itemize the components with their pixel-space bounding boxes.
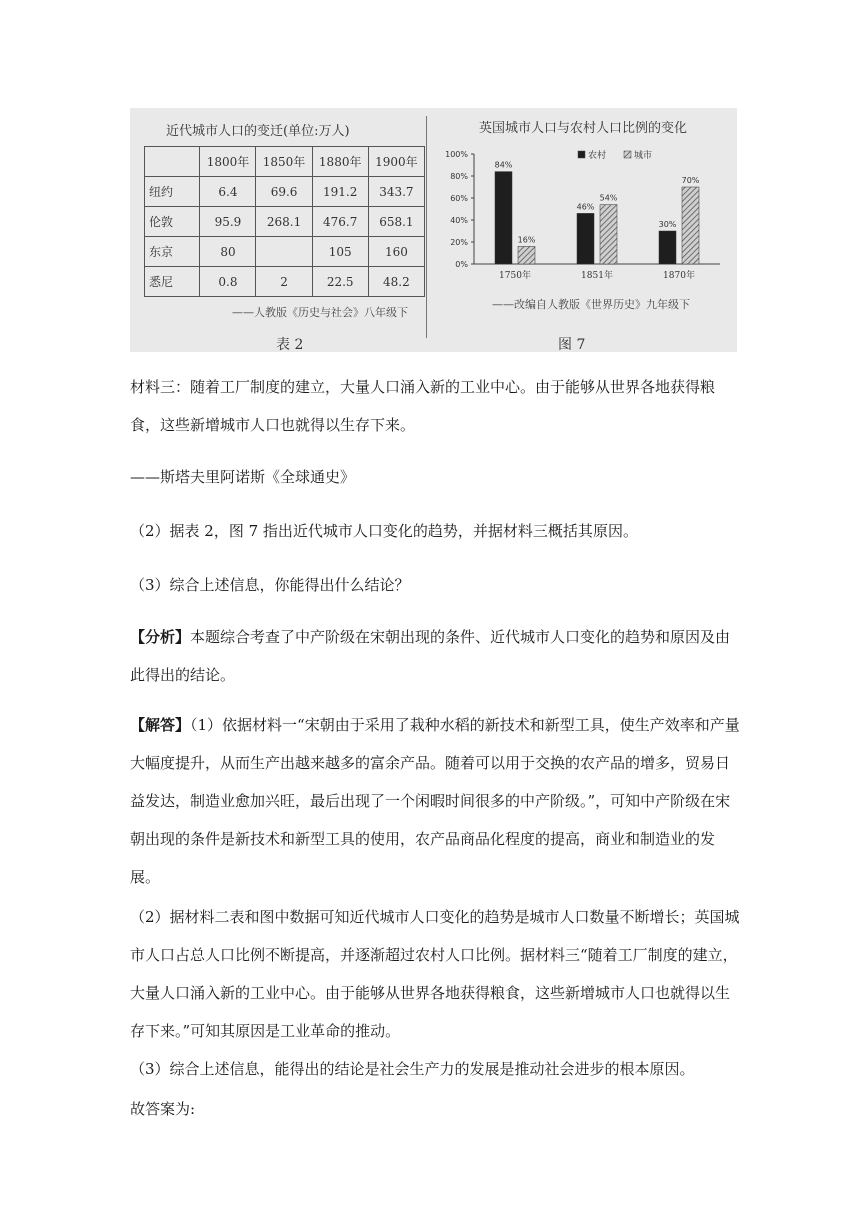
table-header-cell: 1900年 xyxy=(368,147,424,177)
analysis-paragraph xyxy=(130,618,740,694)
table-header-cell: 1880年 xyxy=(312,147,368,177)
table-row xyxy=(145,177,425,207)
bar xyxy=(659,231,676,264)
table-cell xyxy=(256,237,312,267)
material-3-paragraph: 材料三：随着工厂制度的建立，大量人口涌入新的工业中心。由于能够从世界各地获得粮食，这些新增城市人口也就得以生存下来。 xyxy=(130,378,716,434)
analysis-text: 本题综合考查了中产阶级在宋朝出现的条件、近代城市人口变化的趋势和原因及由此得出的结论。 xyxy=(130,628,731,684)
row-header-cell: 悉尼 xyxy=(145,267,200,297)
legend-swatch xyxy=(624,151,631,158)
table-source: ——人教版《历史与社会》八年级下 xyxy=(232,306,408,319)
table-cell: 658.1 xyxy=(368,207,424,237)
question-3: （3）综合上述信息，你能得出什么结论？ xyxy=(130,576,410,594)
answer-tag: 【解答】 xyxy=(130,716,191,734)
table-cell: 160 xyxy=(368,237,424,267)
category-label: 1750年 xyxy=(499,271,531,281)
legend-swatch xyxy=(578,151,585,158)
legend-label: 农村 xyxy=(588,151,607,161)
answer-paragraph-1 xyxy=(130,706,740,896)
final-answer-label: 故答案为: xyxy=(130,1100,196,1118)
table-cell: 2 xyxy=(256,267,312,297)
table-cell: 476.7 xyxy=(312,207,368,237)
category-label: 1851年 xyxy=(581,271,613,281)
answer-1-text: （1）依据材料一“宋朝由于采用了栽种水稻的新技术和新型工具，使生产效率和产量大幅度提升，从而生产出越来越多的富余产品。随着可以用于交换的农产品的增多，贸易日益发达，制造业愈加兴旺，最后出现了一个闲暇时间很多的中产阶级。”，可知中产阶级在宋朝出现的条件是新技术和新型工具的使用，农产品商品化程度的提高，商业和制造业的发展。 xyxy=(130,716,740,886)
table-header-cell: 1800年 xyxy=(200,147,256,177)
y-tick-label: 80% xyxy=(450,172,468,181)
data-label: 84% xyxy=(494,160,513,170)
data-label: 54% xyxy=(599,193,618,203)
table-cell: 80 xyxy=(200,237,256,267)
table-cell: 268.1 xyxy=(256,207,312,237)
category-label: 1870年 xyxy=(663,271,695,281)
y-tick-label: 100% xyxy=(445,150,468,159)
table-cell: 343.7 xyxy=(368,177,424,207)
table-cell: 48.2 xyxy=(368,267,424,297)
table-cell: 69.6 xyxy=(256,177,312,207)
figure-label: 图 7 xyxy=(558,337,586,353)
table-header-cell: 1850年 xyxy=(256,147,312,177)
row-header-cell: 伦敦 xyxy=(145,207,200,237)
table-cell: 105 xyxy=(312,237,368,267)
data-label: 46% xyxy=(576,202,595,212)
row-header-cell: 纽约 xyxy=(145,177,200,207)
table-row xyxy=(145,267,425,297)
table-cell: 22.5 xyxy=(312,267,368,297)
table-row xyxy=(145,237,425,267)
bar xyxy=(518,246,535,264)
y-tick-label: 40% xyxy=(450,216,468,225)
y-tick-label: 60% xyxy=(450,194,468,203)
table-label: 表 2 xyxy=(276,337,304,353)
row-header-cell: 东京 xyxy=(145,237,200,267)
table-row xyxy=(145,207,425,237)
figure-divider xyxy=(426,116,427,338)
table-cell: 191.2 xyxy=(312,177,368,207)
bar xyxy=(577,213,594,264)
answer-paragraph-3: （3）综合上述信息，能得出的结论是社会生产力的发展是推动社会进步的根本原因。 xyxy=(130,1060,695,1078)
data-label: 30% xyxy=(658,220,677,229)
data-label: 70% xyxy=(681,176,700,185)
y-tick-label: 20% xyxy=(450,238,468,247)
table-title: 近代城市人口的变迁(单位:万人) xyxy=(166,124,350,139)
bar xyxy=(682,187,699,264)
legend-label: 城市 xyxy=(634,151,653,161)
table-cell: 6.4 xyxy=(200,177,256,207)
population-table xyxy=(144,146,425,297)
table-cell: 95.9 xyxy=(200,207,256,237)
bar xyxy=(495,172,512,264)
table-header-row xyxy=(145,147,425,177)
answer-paragraph-2: （2）据材料二表和图中数据可知近代城市人口变化的趋势是城市人口数量不断增长；英国城市人口占总人口比例不断提高，并逐渐超过农村人口比例。据材料三“随着工厂制度的建立，大量人口涌入新的工业中心。由于能够从世界各地获得粮食，这些新增城市人口也就得以生存下来。”可知其原因是工业革命的推动。 xyxy=(130,908,740,1040)
population-ratio-chart xyxy=(430,108,737,326)
table-corner-cell xyxy=(145,147,200,177)
bar xyxy=(600,205,617,264)
table-2-panel xyxy=(130,108,425,352)
chart-title: 英国城市人口与农村人口比例的变化 xyxy=(478,121,688,136)
table-cell: 0.8 xyxy=(200,267,256,297)
question-2: （2）据表 2，图 7 指出近代城市人口变化的趋势，并据材料三概括其原因。 xyxy=(130,522,638,540)
chart-source: ——改编自人教版《世界历史》九年级下 xyxy=(492,298,690,311)
data-label: 16% xyxy=(517,235,536,245)
analysis-tag: 【分析】 xyxy=(130,628,191,646)
scanned-figure xyxy=(130,108,737,352)
figure-7-panel xyxy=(430,108,737,352)
material-3-source: ——斯塔夫里阿诺斯《全球通史》 xyxy=(130,468,356,486)
y-tick-label: 0% xyxy=(455,260,468,269)
